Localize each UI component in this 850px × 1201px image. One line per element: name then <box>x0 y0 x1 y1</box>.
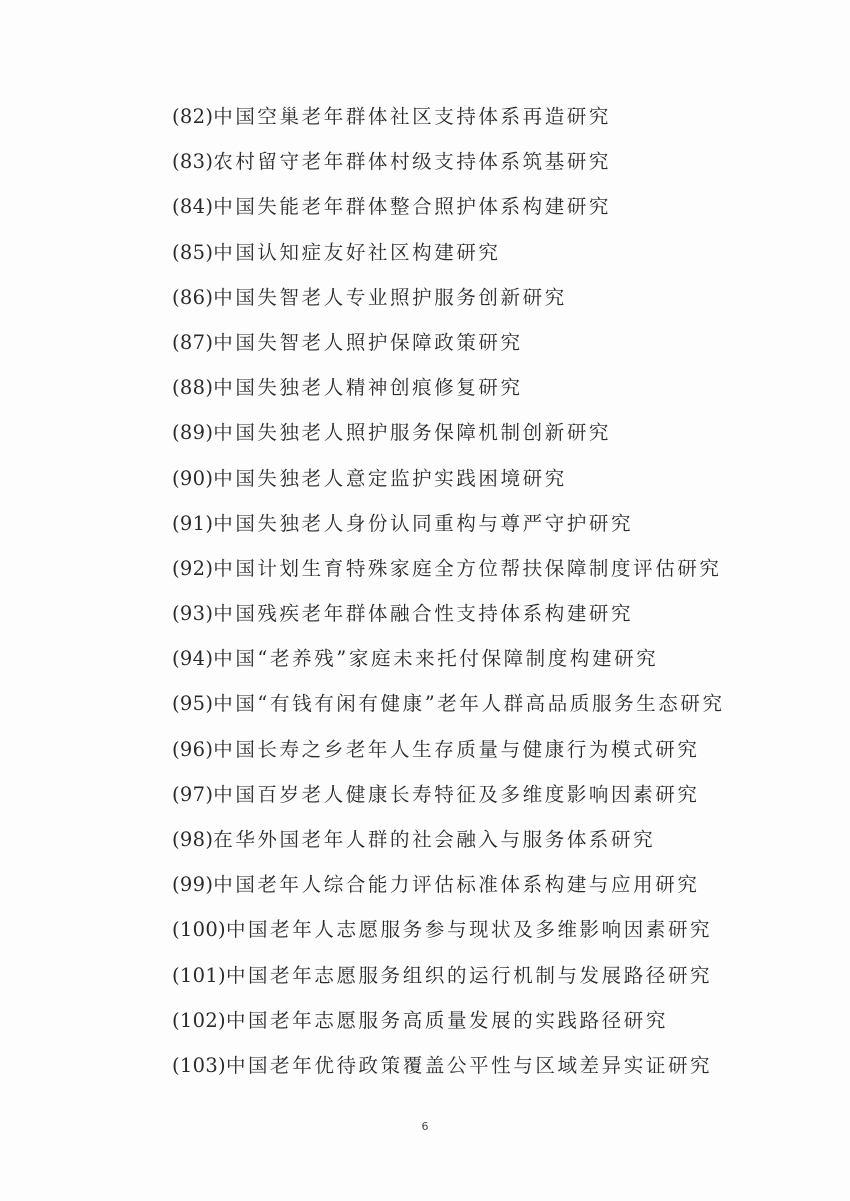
list-item <box>172 368 792 413</box>
list-item <box>172 142 792 187</box>
item-number: (84) <box>172 195 214 219</box>
item-text: 中国“老养残”家庭未来托付保障制度构建研究 <box>213 647 659 671</box>
item-number: (96) <box>172 737 214 761</box>
item-number: (97) <box>172 782 214 806</box>
list-item <box>172 730 792 775</box>
list-item <box>172 413 792 458</box>
item-text: 中国失独老人意定监护实践困境研究 <box>213 466 567 490</box>
item-number: (82) <box>172 105 214 128</box>
item-number: (92) <box>172 556 214 580</box>
item-number: (94) <box>172 647 214 671</box>
item-text: 中国失智老人专业照护服务创新研究 <box>213 285 567 309</box>
item-text: 中国失独老人身份认同重构与尊严守护研究 <box>213 511 634 535</box>
item-number: (88) <box>172 376 214 400</box>
list-item <box>172 504 792 549</box>
list-item <box>172 1046 792 1091</box>
item-number: (100) <box>172 918 226 942</box>
research-topic-list <box>172 97 792 1091</box>
item-number: (98) <box>172 828 214 851</box>
list-item <box>172 820 792 865</box>
list-item <box>172 775 792 820</box>
item-text: 中国失智老人照护保障政策研究 <box>213 330 523 354</box>
item-text: 中国老年优待政策覆盖公平性与区域差异实证研究 <box>225 1053 713 1077</box>
item-text: 中国老年人综合能力评估标准体系构建与应用研究 <box>213 873 700 897</box>
list-item <box>172 187 792 232</box>
item-text: 中国失独老人精神创痕修复研究 <box>213 376 523 400</box>
list-item <box>172 1001 792 1046</box>
list-item <box>172 639 792 684</box>
list-item <box>172 278 792 323</box>
list-item <box>172 684 792 729</box>
item-text: 中国失能老年群体整合照护体系构建研究 <box>213 195 612 219</box>
page-number: 6 <box>421 1120 429 1133</box>
list-item <box>172 549 792 594</box>
item-text: 中国老年志愿服务组织的运行机制与发展路径研究 <box>225 963 713 987</box>
list-item <box>172 97 792 142</box>
item-number: (102) <box>172 1008 226 1032</box>
item-number: (95) <box>172 692 214 716</box>
item-number: (83) <box>172 150 214 174</box>
item-number: (91) <box>172 511 214 535</box>
item-text: 中国失独老人照护服务保障机制创新研究 <box>213 421 612 445</box>
list-item <box>172 323 792 368</box>
list-item <box>172 233 792 278</box>
item-text: 中国空巢老年群体社区支持体系再造研究 <box>213 105 612 128</box>
item-text: 中国长寿之乡老年人生存质量与健康行为模式研究 <box>213 737 700 761</box>
item-text: 中国百岁老人健康长寿特征及多维度影响因素研究 <box>213 782 700 806</box>
list-item <box>172 594 792 639</box>
item-text: 在华外国老年人群的社会融入与服务体系研究 <box>213 828 656 851</box>
item-text: 中国残疾老年群体融合性支持体系构建研究 <box>213 602 634 626</box>
item-number: (99) <box>172 873 214 897</box>
item-text: 中国老年人志愿服务参与现状及多维影响因素研究 <box>225 918 713 942</box>
list-item <box>172 459 792 504</box>
item-text: 中国认知症友好社区构建研究 <box>213 240 501 264</box>
item-text: 中国计划生育特殊家庭全方位帮扶保障制度评估研究 <box>213 556 722 580</box>
item-number: (87) <box>172 330 214 354</box>
item-text: 中国老年志愿服务高质量发展的实践路径研究 <box>225 1008 668 1032</box>
list-item <box>172 956 792 1001</box>
item-text: 中国“有钱有闲有健康”老年人群高品质服务生态研究 <box>213 692 725 716</box>
list-item <box>172 865 792 910</box>
item-text: 农村留守老年群体村级支持体系筑基研究 <box>213 150 612 174</box>
item-number: (85) <box>172 240 214 264</box>
item-number: (89) <box>172 421 214 445</box>
item-number: (90) <box>172 466 214 490</box>
item-number: (93) <box>172 602 214 626</box>
item-number: (101) <box>172 963 226 987</box>
list-item <box>172 910 792 955</box>
item-number: (86) <box>172 285 214 309</box>
item-number: (103) <box>172 1053 226 1077</box>
